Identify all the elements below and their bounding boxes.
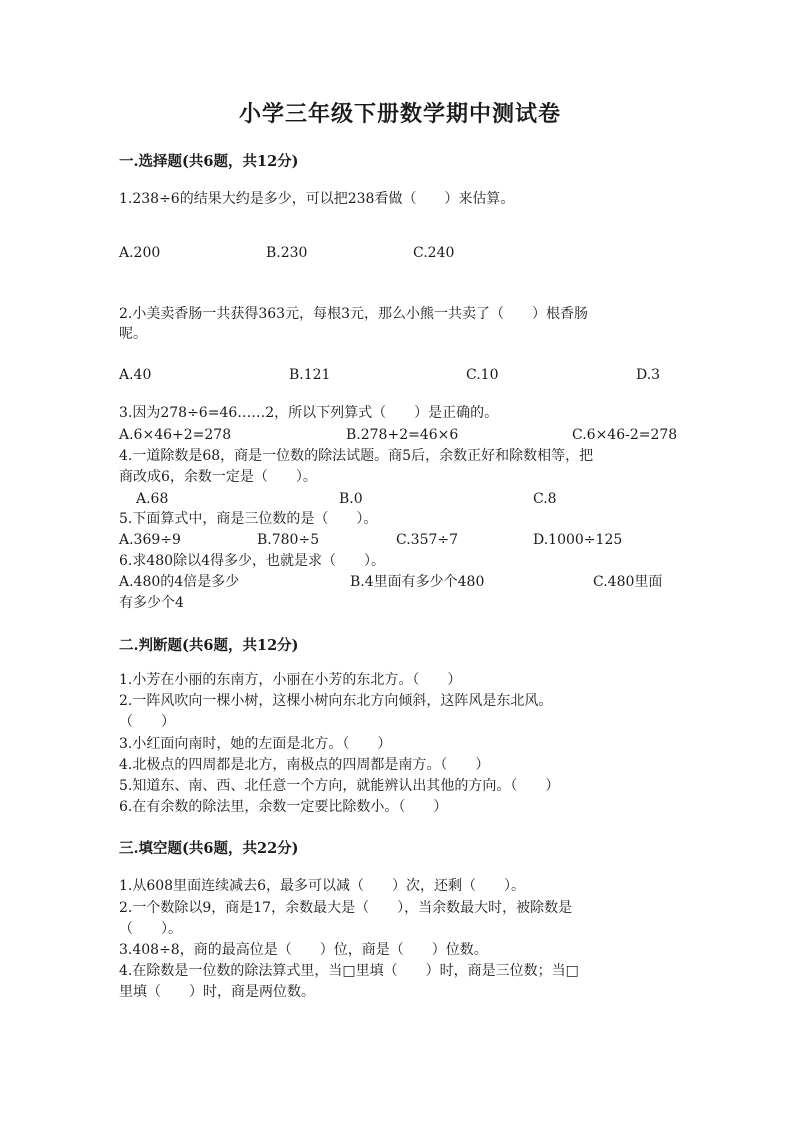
list-item: 1.从608里面连续减去6，最多可以减（ ）次，还剩（ ）。 [119,878,525,894]
question-stem-cont: 呢。 [119,326,147,342]
list-item: 2.一个数除以9，商是17，余数最大是（ ），当余数最大时，被除数是 [119,900,573,916]
section-heading-choice: 一.选择题(共6题，共12分) [119,153,299,170]
option-c: C.480里面 [593,574,663,590]
option-d: D.1000÷125 [533,532,623,548]
list-item: 3.408÷8，商的最高位是（ ）位，商是（ ）位数。 [119,942,488,958]
option-b: B.780÷5 [257,532,320,548]
option-d: D.3 [636,367,661,383]
section-heading-fill-in: 三.填空题(共6题，共22分) [119,840,299,857]
option-a: A.6×46+2=278 [119,427,232,443]
option-c: C.357÷7 [396,532,459,548]
option-c: C.8 [533,491,557,507]
option-b: B.121 [289,367,331,383]
list-item: 3.小红面向南时，她的左面是北方。（ ） [119,736,392,752]
option-a: A.40 [119,367,152,383]
question-stem: 1.238÷6的结果大约是多少，可以把238看做（ ）来估算。 [119,191,515,207]
question-stem-cont: 商改成6，余数一定是（ ）。 [119,469,317,485]
list-item: 6.在有余数的除法里，余数一定要比除数小。（ ） [119,799,448,815]
option-c: C.10 [466,367,499,383]
question-stem: 6.求480除以4得多少，也就是求（ ）。 [119,553,385,569]
list-item-cont: 里填（ ）时，商是两位数。 [119,984,315,1000]
list-item: 4.在除数是一位数的除法算式里，当□里填（ ）时，商是三位数；当□ [119,963,579,979]
list-item: 1.小芳在小丽的东南方，小丽在小芳的东北方。（ ） [119,672,462,688]
list-item: 5.知道东、南、西、北任意一个方向，就能辨认出其他的方向。（ ） [119,778,560,794]
question-stem: 2.小美卖香肠一共获得363元，每根3元，那么小熊一共卖了（ ）根香肠 [119,306,588,322]
option-b: B.0 [339,491,363,507]
question-stem: 3.因为278÷6=46……2，所以下列算式（ ）是正确的。 [119,405,499,421]
option-a: A.68 [136,491,169,507]
section-heading-judgement: 二.判断题(共6题，共12分) [119,637,299,654]
option-b: B.278+2=46×6 [346,427,459,443]
list-item-cont: （ ） [119,714,175,730]
option-c: C.240 [413,245,455,261]
list-item-cont: （ ）。 [119,921,182,937]
option-b: B.4里面有多少个480 [350,574,485,590]
option-c: C.6×46-2=278 [572,427,678,443]
list-item: 2.一阵风吹向一棵小树，这棵小树向东北方向倾斜，这阵风是东北风。 [119,693,553,709]
question-stem: 5.下面算式中，商是三位数的是（ ）。 [119,511,378,527]
option-a: A.369÷9 [119,532,181,548]
list-item: 4.北极点的四周都是北方，南极点的四周都是南方。（ ） [119,757,490,773]
question-stem: 4.一道除数是68，商是一位数的除法试题。商5后，余数正好和除数相等，把 [119,448,594,464]
page-title: 小学三年级下册数学期中测试卷 [238,101,561,127]
option-c-cont: 有多少个4 [119,595,184,611]
option-b: B.230 [266,245,308,261]
option-a: A.480的4倍是多少 [119,574,240,590]
option-a: A.200 [119,245,161,261]
